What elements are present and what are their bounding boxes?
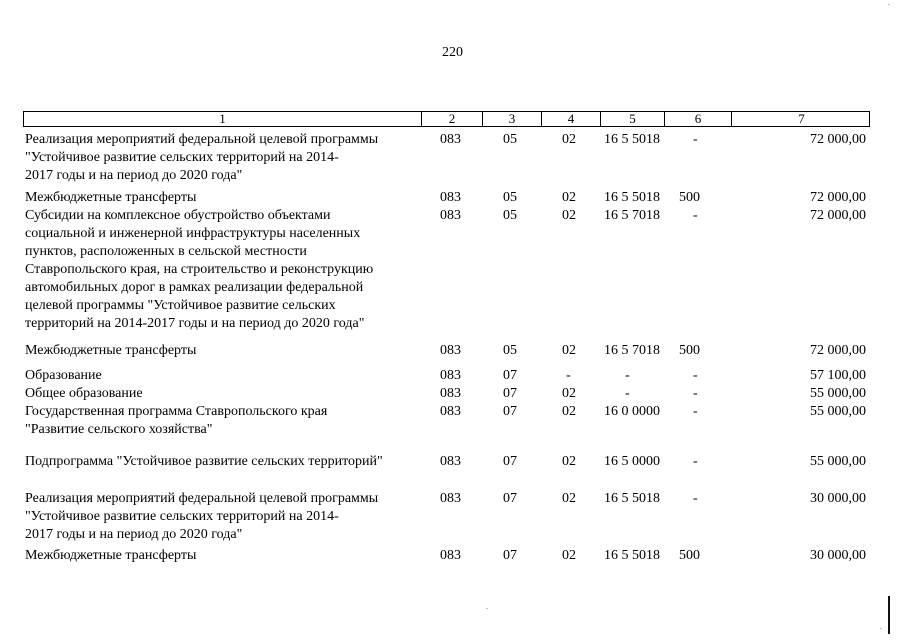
cell-csr: 16 5 5018: [604, 548, 660, 563]
cell-gr: 083: [440, 491, 461, 506]
cell-rz: 07: [503, 491, 517, 506]
cell-sum: 72 000,00: [810, 132, 866, 147]
cell-vr: 500: [679, 190, 700, 205]
row-name: Межбюджетные трансферты: [25, 343, 197, 358]
cell-sum: 55 000,00: [810, 404, 866, 419]
row-name: Межбюджетные трансферты: [25, 190, 197, 205]
cell-csr: -: [625, 386, 630, 401]
cell-vr: -: [693, 386, 698, 401]
cell-pr: 02: [562, 386, 576, 401]
cell-vr: -: [693, 368, 698, 383]
column-header-2: 2: [421, 112, 482, 126]
scan-edge-line: [888, 596, 890, 634]
row-name: Реализация мероприятий федеральной целевой программы "Устойчивое развитие сельских территорий на 2014- 2017 годы и на период до 2020 года": [25, 491, 379, 542]
cell-pr: 02: [562, 343, 576, 358]
column-header-1: 1: [219, 111, 226, 126]
cell-sum: 55 000,00: [810, 386, 866, 401]
row-name: Реализация мероприятий федеральной целевой программы "Устойчивое развитие сельских территорий на 2014- 2017 годы и на период до 2020 года": [25, 132, 379, 183]
cell-vr: -: [693, 491, 698, 506]
cell-pr: 02: [562, 132, 576, 147]
page-number: 220: [442, 45, 463, 60]
cell-rz: 07: [503, 454, 517, 469]
row-name: Межбюджетные трансферты: [25, 548, 197, 563]
row-name: Подпрограмма "Устойчивое развитие сельских территорий": [25, 454, 383, 469]
cell-pr: 02: [562, 548, 576, 563]
cell-gr: 083: [440, 343, 461, 358]
cell-gr: 083: [440, 132, 461, 147]
cell-sum: 55 000,00: [810, 454, 866, 469]
column-header-5: 5: [600, 112, 664, 126]
table-column-header: [23, 111, 870, 127]
scan-artifact: [880, 628, 882, 629]
column-header-7: 7: [731, 112, 871, 126]
cell-gr: 083: [440, 548, 461, 563]
cell-sum: 72 000,00: [810, 343, 866, 358]
column-header-4: 4: [541, 112, 600, 126]
cell-pr: 02: [562, 190, 576, 205]
table-row: [23, 490, 870, 544]
cell-csr: 16 5 5018: [604, 132, 660, 147]
table-row: [23, 547, 870, 565]
row-name: Государственная программа Ставропольского края "Развитие сельского хозяйства": [25, 404, 328, 437]
cell-pr: 02: [562, 404, 576, 419]
cell-vr: 500: [679, 343, 700, 358]
row-name: Субсидии на комплексное обустройство объектами социальной и инженерной инфраструктуры населенных пунктов, расположенных в сельской местности Ставропольского края, на строительство и реконструкцию автомобильных дорог в рамках реализации федеральной целевой программы "Устойчивое развитие сельских территорий на 2014-2017 годы и на период до 2020 года": [25, 208, 374, 331]
cell-sum: 72 000,00: [810, 208, 866, 223]
table-row: [23, 207, 870, 333]
cell-vr: -: [693, 132, 698, 147]
cell-gr: 083: [440, 404, 461, 419]
table-row: [23, 385, 870, 403]
cell-csr: 16 5 7018: [604, 208, 660, 223]
cell-vr: 500: [679, 548, 700, 563]
table-row: [23, 403, 870, 439]
cell-gr: 083: [440, 386, 461, 401]
cell-gr: 083: [440, 454, 461, 469]
cell-rz: 07: [503, 548, 517, 563]
cell-sum: 57 100,00: [810, 368, 866, 383]
cell-gr: 083: [440, 190, 461, 205]
cell-csr: 16 5 5018: [604, 190, 660, 205]
table-row: [23, 189, 870, 207]
cell-sum: 30 000,00: [810, 491, 866, 506]
cell-rz: 05: [503, 190, 517, 205]
cell-gr: 083: [440, 208, 461, 223]
table-row: [23, 342, 870, 360]
cell-rz: 07: [503, 386, 517, 401]
cell-rz: 05: [503, 208, 517, 223]
column-header-3: 3: [482, 112, 541, 126]
cell-pr: 02: [562, 208, 576, 223]
cell-rz: 05: [503, 343, 517, 358]
cell-csr: 16 0 0000: [604, 404, 660, 419]
cell-csr: -: [625, 368, 630, 383]
scan-artifact: [888, 4, 890, 5]
row-name: Образование: [25, 368, 102, 383]
table-row: [23, 367, 870, 385]
cell-pr: -: [566, 368, 571, 383]
table-row: [23, 131, 870, 185]
cell-rz: 05: [503, 132, 517, 147]
cell-pr: 02: [562, 491, 576, 506]
column-header-6: 6: [664, 112, 731, 126]
cell-vr: -: [693, 454, 698, 469]
row-name: Общее образование: [25, 386, 143, 401]
scan-artifact: [486, 608, 488, 609]
cell-gr: 083: [440, 368, 461, 383]
cell-vr: -: [693, 404, 698, 419]
cell-rz: 07: [503, 404, 517, 419]
cell-pr: 02: [562, 454, 576, 469]
cell-sum: 30 000,00: [810, 548, 866, 563]
table-row: [23, 453, 870, 471]
cell-vr: -: [693, 208, 698, 223]
cell-sum: 72 000,00: [810, 190, 866, 205]
cell-csr: 16 5 7018: [604, 343, 660, 358]
cell-csr: 16 5 0000: [604, 454, 660, 469]
cell-csr: 16 5 5018: [604, 491, 660, 506]
cell-rz: 07: [503, 368, 517, 383]
